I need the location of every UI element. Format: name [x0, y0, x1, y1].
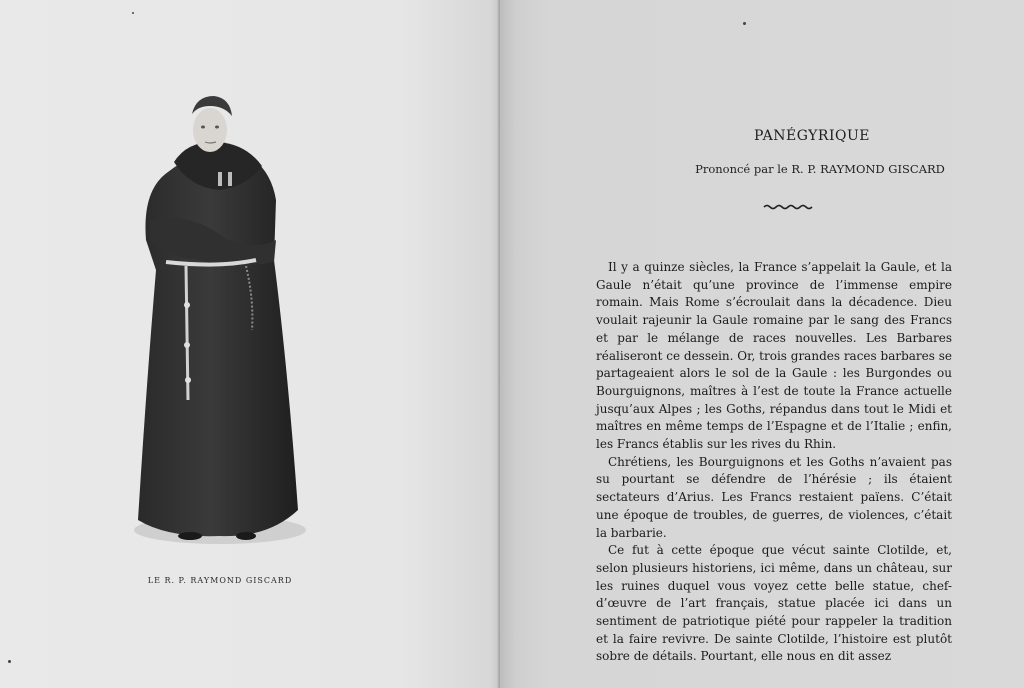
left-page: [0, 0, 500, 688]
paragraph: Chrétiens, les Bourguignons et les Goths n’avaient pas su pourtant se défendre de l’hérésie ; ils étaient sectateurs d’Arius. Les Francs restaient païens. C’était une époque de troubles, de guerres, de violences, c’était la barbarie.: [596, 454, 952, 540]
paragraph: Il y a quinze siècles, la France s’appelait la Gaule, et la Gaule n’était qu’une province de l’immense empire romain. Mais Rome s’écroulait dans la décadence. Dieu voulait rajeunir la Gaule romaine par le sang des Francs et par le mélange de races nouvelles. Les Barbares réaliseront ce dessein. Or, trois grandes races barbares se partageaient alors le sol de la Gaule : les Burgondes ou Bourguignons, maîtres à l’est de toute la France actuelle jusqu’aux Alpes ; les Goths, répandus dans tout le Midi et maîtres en même temps de l’Espagne et de l’Italie ; enfin, les Francs établis sur les rives du Rhin.: [596, 260, 952, 452]
right-page: [500, 0, 1024, 688]
paper-speck: [132, 12, 134, 14]
wavy-ornament-icon: [762, 203, 816, 211]
friar-portrait: [128, 90, 308, 550]
paper-speck: [8, 660, 11, 663]
portrait-caption: LE R. P. RAYMOND GISCARD: [147, 576, 293, 585]
page-title: PANÉGYRIQUE: [754, 128, 870, 144]
panegyric-text: [596, 259, 952, 666]
page-subtitle: Prononcé par le R. P. RAYMOND GISCARD: [695, 162, 945, 176]
paragraph: Ce fut à cette époque que vécut sainte Clotilde, et, selon plusieurs historiens, ici même, dans un château, sur les ruines duquel vous voyez cette belle statue, chef-d’œuvre de l’art français, statue placée ici dans un sentiment de patriotique piété pour rappeler la tradition et la faire revivre. De sainte Clotilde, l’histoire est plutôt sobre de détails. Pourtant, elle nous en dit assez: [596, 543, 952, 664]
paper-speck: [743, 22, 746, 25]
